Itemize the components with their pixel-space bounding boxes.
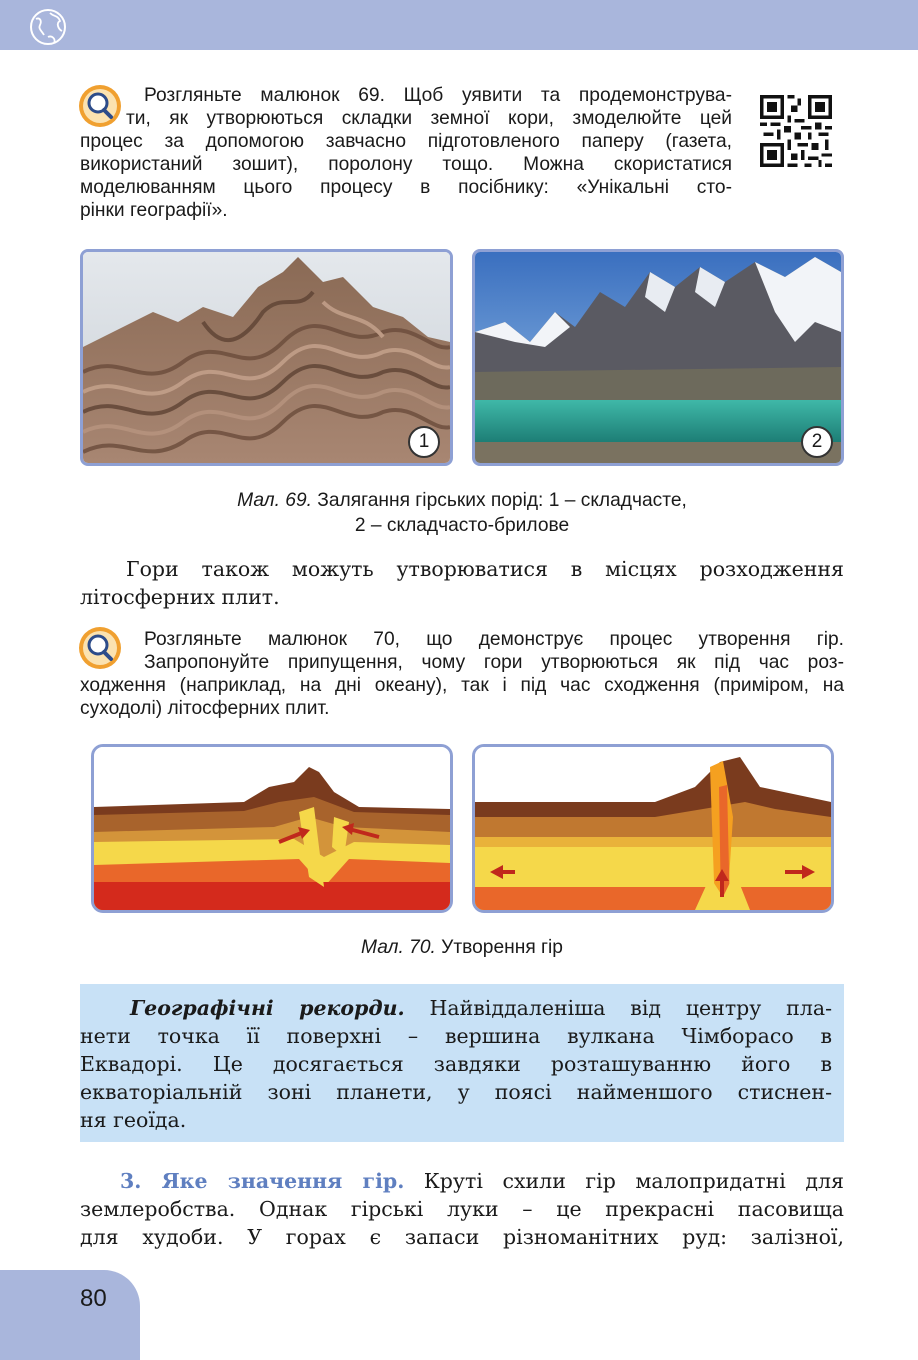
section3-line — [80, 1167, 844, 1195]
convergence-diagram — [91, 744, 453, 913]
task2-text — [80, 628, 844, 720]
task2-line: ходження (наприклад, на дні океану), так і під час сходження (приміром, на — [80, 675, 844, 696]
globe-icon — [28, 7, 68, 47]
figure69-caption — [80, 488, 844, 538]
section3-line: для худоби. У горах є запаси різноманітних руд: залізної, — [80, 1225, 844, 1249]
records-line: ня геоїда. — [80, 1108, 187, 1132]
paragraph-line: літосферних плит. — [80, 585, 280, 609]
task1-line: використаний зошит), поролону тощо. Можна скористатися — [80, 154, 732, 175]
figure69-caption-line1 — [80, 488, 844, 513]
section3-line: землеробства. Однак гірські луки – це прекрасні пасовища — [80, 1197, 844, 1221]
records-title: Географічні рекорди. — [130, 996, 405, 1020]
records-line: нети точка її поверхні – вершина вулкана Чімборасо в — [80, 1024, 832, 1048]
records-line1: Найвіддаленіша від центру пла- — [404, 996, 833, 1020]
figure70-caption — [80, 935, 844, 960]
task2-line: Розгляньте малюнок 70, що демонструє процес утворення гір. — [144, 629, 844, 650]
task1-line: рінки географії». — [80, 200, 228, 221]
figure69-caption-label: Мал. 69. — [237, 490, 312, 511]
task1-line: ти, як утворюються складки земної кори, змоделюйте цей — [126, 108, 732, 129]
task2-line: Запропонуйте припущення, чому гори утворюються як під час роз- — [144, 652, 844, 673]
figure-badge-2: 2 — [801, 426, 833, 458]
paragraph-line: Гори також можуть утворюватися в місцях розходження — [126, 557, 844, 581]
task1-line: моделюванням цього процесу в посібнику: «Унікальні сто- — [80, 177, 732, 198]
mountain-lake-photo — [472, 249, 844, 466]
task1-line: Розгляньте малюнок 69. Щоб уявити та продемонструва- — [144, 85, 732, 106]
task1-text — [80, 84, 732, 222]
paragraph-plates — [80, 555, 844, 611]
figure69-caption-text: Залягання гірських порід: 1 – складчасте, — [311, 490, 687, 511]
figure70-caption-text: Утворення гір — [435, 937, 563, 958]
task1-line: процес за допомогою завчасно підготовленого паперу (газета, — [80, 131, 732, 152]
records-text — [80, 994, 832, 1134]
figure69-caption-line2: 2 – складчасто-брилове — [354, 515, 570, 536]
qr-code-icon[interactable] — [760, 95, 832, 167]
section3-heading: 3. Яке значення гір. — [120, 1169, 405, 1193]
task2-line: суходолі) літосферних плит. — [80, 698, 330, 719]
records-line: Еквадорі. Це досягається завдяки розташуванню його в — [80, 1052, 832, 1076]
folded-rocks-photo — [80, 249, 453, 466]
figure-badge-1: 1 — [408, 426, 440, 458]
section3-text — [80, 1167, 844, 1251]
divergence-diagram — [472, 744, 834, 913]
page-number-tab — [0, 1270, 140, 1360]
records-line — [80, 994, 832, 1022]
records-line: екваторіальній зоні планети, у поясі найменшого стиснен- — [80, 1080, 832, 1104]
section3-line1: Круті схили гір малопридатні для — [404, 1169, 844, 1193]
header-bar — [0, 0, 918, 50]
page-number: 80 — [80, 1285, 107, 1312]
figure70-caption-label: Мал. 70. — [361, 937, 436, 958]
